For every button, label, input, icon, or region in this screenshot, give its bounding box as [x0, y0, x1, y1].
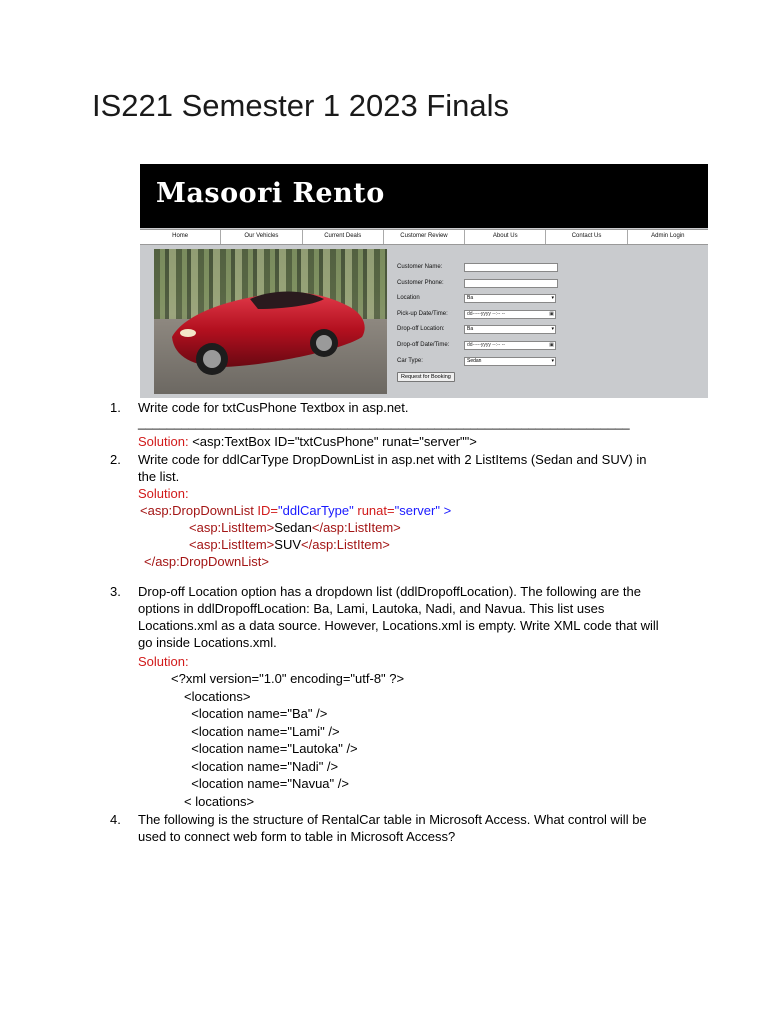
list-item-suv: SUV: [274, 537, 302, 552]
xml-line: <locations>: [184, 689, 251, 704]
location-value: Ba: [467, 295, 474, 301]
dropoff-datetime-input[interactable]: [464, 341, 556, 350]
nav-admin-login[interactable]: Admin Login: [651, 233, 685, 239]
xml-line: <?xml version="1.0" encoding="utf-8" ?>: [171, 671, 405, 686]
pickup-value: dd-----yyyy --:-- --: [467, 311, 506, 317]
list-item-sedan: Sedan: [274, 520, 312, 535]
solution-label: Solution:: [138, 434, 189, 449]
customer-name-label: Customer Name:: [397, 264, 443, 270]
car-type-label: Car Type:: [397, 358, 423, 364]
site-navbar: [140, 229, 708, 245]
dropoff-location-value: Ba: [467, 326, 474, 332]
dropoff-date-value: dd-----yyyy --:-- --: [467, 342, 506, 348]
question-number: 1.: [110, 400, 121, 415]
location-label: Location: [397, 295, 420, 301]
question-number: 2.: [110, 452, 121, 467]
nav-our-vehicles[interactable]: Our Vehicles: [221, 230, 302, 244]
solution-label: Solution:: [138, 486, 189, 501]
code-tag: </asp:ListItem>: [311, 520, 401, 535]
code-tag: <asp:DropDownList: [140, 503, 254, 518]
nav-customer-review[interactable]: Customer Review: [384, 230, 465, 244]
car-photo: [154, 249, 387, 394]
request-booking-button[interactable]: Request for Booking: [397, 372, 455, 382]
code-tag: >: [439, 503, 452, 518]
xml-line: <location name="Ba" />: [184, 706, 328, 721]
answer-blank: ____________________________________________________________________: [138, 415, 630, 430]
code-attr: ID=: [253, 503, 279, 518]
xml-line: <location name="Nadi" />: [184, 759, 339, 774]
code-attr: runat=: [353, 503, 395, 518]
question-text: Write code for txtCusPhone Textbox in asp.net.: [138, 400, 409, 415]
chevron-down-icon: ▾: [551, 326, 554, 332]
xml-line: < locations>: [184, 794, 255, 809]
dropoff-location-label: Drop-off Location:: [397, 326, 445, 332]
dropoff-location-select[interactable]: [464, 325, 556, 334]
code-tag: </asp:ListItem>: [301, 537, 390, 552]
website-screenshot: [140, 164, 708, 398]
red-sports-car-image: [154, 249, 387, 394]
code-value: "ddlCarType": [278, 503, 354, 518]
code-tag: </asp:DropDownList>: [144, 554, 270, 569]
customer-phone-input[interactable]: [464, 279, 558, 288]
calendar-icon: ▣: [549, 311, 554, 317]
code-value: "server": [394, 503, 440, 518]
xml-line: <location name="Lami" />: [184, 724, 340, 739]
question-number: 4.: [110, 812, 121, 827]
nav-about-us[interactable]: About Us: [465, 230, 546, 244]
solution-code: <asp:TextBox ID="txtCusPhone" runat="server"">: [188, 434, 477, 449]
site-banner: [140, 164, 708, 228]
solution-label: Solution:: [138, 654, 189, 669]
nav-contact-us[interactable]: Contact Us: [546, 230, 627, 244]
nav-current-deals[interactable]: Current Deals: [303, 230, 384, 244]
calendar-icon: ▣: [549, 342, 554, 348]
question-text: Drop-off Location option has a dropdown list (ddlDropoffLocation). The following are the options in ddlDropoffLocation: Ba, Lami, Lautoka, Nadi, and Navua. This list uses Locations.xml as a data source. However, Locations.xml is empty. Write XML code that will go inside Locations.xml.: [138, 584, 659, 650]
pickup-datetime-input[interactable]: [464, 310, 556, 319]
customer-name-input[interactable]: [464, 263, 558, 272]
question-text: The following is the structure of RentalCar table in Microsoft Access. What control will be used to connect web form to table in Microsoft Access?: [138, 812, 647, 844]
xml-line: <location name="Lautoka" />: [184, 741, 358, 756]
location-select[interactable]: [464, 294, 556, 303]
code-tag: <asp:ListItem>: [189, 537, 275, 552]
xml-line: <location name="Navua" />: [184, 776, 349, 791]
page-title: IS221 Semester 1 2023 Finals: [92, 88, 510, 123]
question-text: Write code for ddlCarType DropDownList in asp.net with 2 ListItems (Sedan and SUV) in the list.: [138, 452, 647, 484]
car-type-select[interactable]: [464, 357, 556, 366]
code-tag: <asp:ListItem>: [189, 520, 275, 535]
nav-home[interactable]: Home: [140, 230, 221, 244]
pickup-label: Pick-up Date/Time:: [397, 311, 448, 317]
dropoff-date-label: Drop-off Date/Time:: [397, 342, 450, 348]
car-type-value: Sedan: [467, 358, 482, 364]
chevron-down-icon: ▾: [551, 358, 554, 364]
site-brand: Masoori Rento: [156, 178, 385, 209]
customer-phone-label: Customer Phone:: [397, 280, 444, 286]
chevron-down-icon: ▾: [551, 295, 554, 301]
question-number: 3.: [110, 584, 121, 599]
